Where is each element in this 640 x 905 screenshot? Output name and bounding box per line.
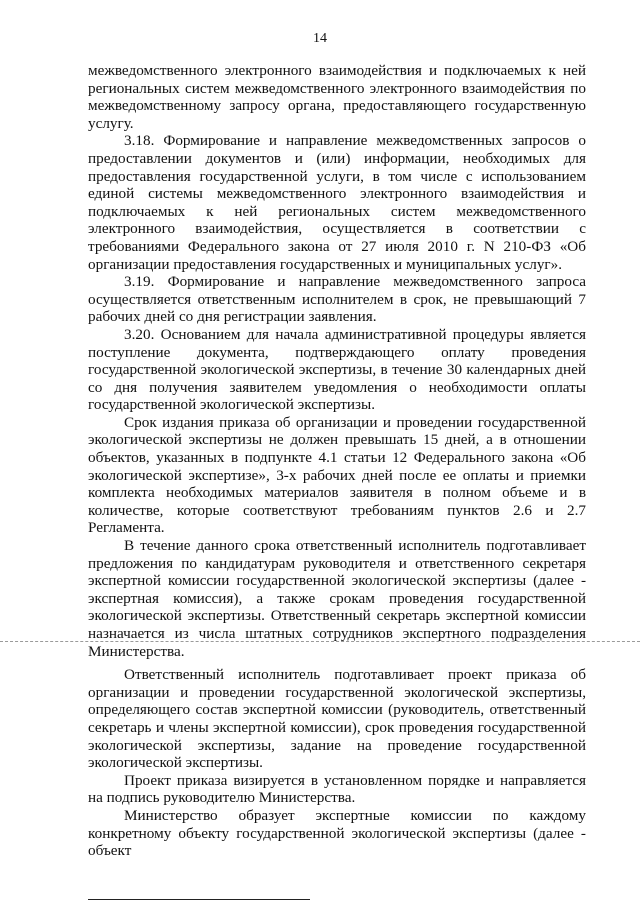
paragraph: В течение данного срока ответственный исполнитель подготавливает предложения по кандидатурам руководителя и ответственного секретаря экспертной комиссии государственной экологической экспертизы (далее - экспертная комиссия), а также срокам проведения государственной экологической экспертизы. Ответственный секретарь экспертной комиссии назначается из числа штатных сотрудников экспертного подразделения Министерства. xyxy=(88,537,586,660)
paragraph: Проект приказа визируется в установленном порядке и направляется на подпись руководителю Министерства. xyxy=(88,771,586,807)
footnote-divider xyxy=(88,899,310,900)
scan-artifact-line xyxy=(0,641,640,642)
paragraph-3-20: 3.20. Основанием для начала административной процедуры является поступление документа, подтверждающего оплату проведения государственной экологической экспертизы, в течение 30 календарных дней со дня получения заявителем уведомления о необходимости оплаты государственной экологической экспертизы. xyxy=(88,325,586,414)
paragraph: Ответственный исполнитель подготавливает проект приказа об организации и проведении государственной экологической экспертизы, определяющего состав экспертной комиссии (руководитель, ответственный секретарь и члены экспертной комиссии), срок проведения государственной экологической экспертизы, задание на проведение государственной экологической экспертизы. xyxy=(88,666,586,772)
paragraph: межведомственного электронного взаимодействия и подключаемых к ней региональных систем межведомственного электронного взаимодействия по межведомственному запросу органа, предоставляющего государственную услугу. xyxy=(88,62,586,132)
paragraph-3-18: 3.18. Формирование и направление межведомственных запросов о предоставлении документов и (или) информации, необходимых для предоставления государственной услуги, в том числе с использованием единой системы межведомственного электронного взаимодействия и подключаемых к ней региональных систем межведомственного электронного взаимодействия, осуществляется в соответствии с требованиями Федерального закона от 27 июля 2010 г. N 210-ФЗ «Об организации предоставления государственных и муниципальных услуг». xyxy=(88,132,586,273)
page-number: 14 xyxy=(313,31,327,46)
document-body xyxy=(88,62,586,860)
paragraph: Срок издания приказа об организации и проведении государственной экологической экспертизы не должен превышать 15 дней, а в отношении объектов, указанных в подпункте 4.1 статьи 12 Федерального закона «Об экологической экспертизе», 3-х рабочих дней после ее оплаты и приемки комплекта необходимых материалов заявителя в полном объеме и в количестве, которые соответствуют требованиям пунктов 2.6 и 2.7 Регламента. xyxy=(88,413,586,537)
paragraph: Министерство образует экспертные комиссии по каждому конкретному объекту государственной экологической экспертизы (далее - объект xyxy=(88,806,586,860)
paragraph-3-19: 3.19. Формирование и направление межведомственного запроса осуществляется ответственным исполнителем в срок, не превышающий 7 рабочих дней со дня регистрации заявления. xyxy=(88,273,586,326)
